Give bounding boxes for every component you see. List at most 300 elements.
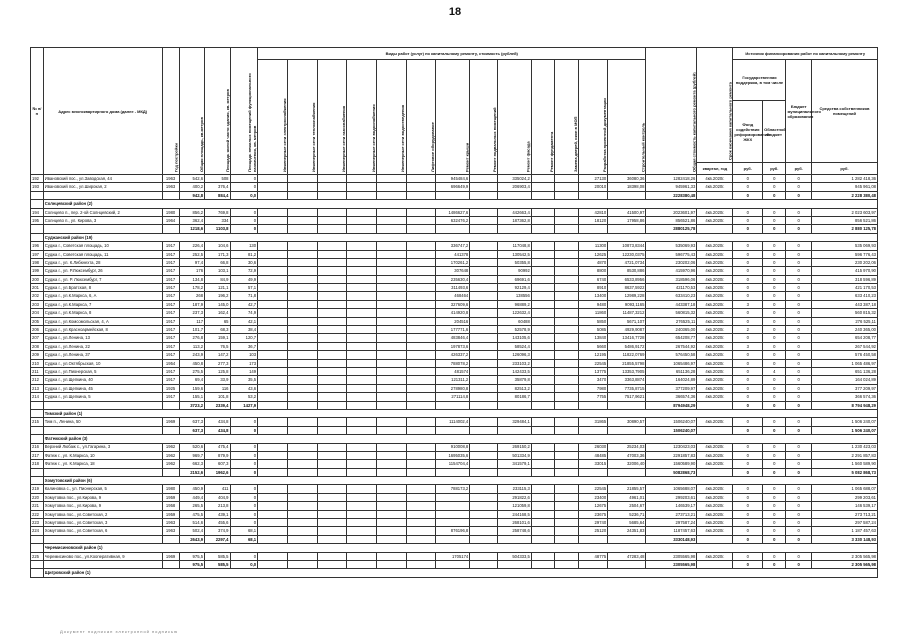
cell-owners: 1 282 418,36 [811,175,877,183]
cell-nonres-area: 0 [230,552,258,560]
cell-regional: 0 [763,519,786,527]
col-work-10: Замена дверей, окон в МОП [555,60,578,175]
cell-work [376,208,406,216]
cell-owners: 273 713,21 [811,510,877,518]
cell-work: 130542,5 [497,250,531,258]
cell-work [406,460,436,468]
unit-rub-municipal: руб. [786,163,811,175]
cell-work [531,284,554,292]
col-municipal: Бюджет муниципального образования [786,60,811,163]
cell-work [376,460,406,468]
cell-work [347,267,377,275]
cell-address: Суджа г., ул. Р.Люксембург, 26 [43,267,162,275]
cell-living-area: 439,1 [205,510,230,518]
cell-municipal: 0 [786,275,811,283]
cell-work [578,535,608,543]
cell-living-area: 65 [205,317,230,325]
cell-work [531,317,554,325]
cell-year: 1917 [162,317,179,325]
cell-deadline: 4кв.2020г. [697,443,733,451]
cell-deadline: 4кв.2020г. [697,552,733,560]
cell-work [531,267,554,275]
col-owners: Средства собственников помещений [811,60,877,163]
cell-work: 25234,03 [608,443,646,451]
cell-work [347,225,377,233]
cell-total-cost: 146539,17 [646,502,697,510]
cell-work: 12230,0375 [608,250,646,258]
cell-municipal: 0 [786,208,811,216]
cell-fund: 0 [733,460,763,468]
cell-address: Калиновка с., ул. Пионерская, 5 [43,485,162,493]
cell-total-area: 520,6 [179,443,204,451]
cell-year [162,225,179,233]
cell-work [317,519,347,527]
cell-work [470,535,498,543]
cell-total-area: 1218,6 [179,225,204,233]
cell-living-area: 508 [205,175,230,183]
cell-work: 6533,8956 [608,275,646,283]
cell-work [531,384,554,392]
cell-living-area: 607,3 [205,460,230,468]
cell-work [470,552,498,560]
cell-year: 1917 [162,309,179,317]
cell-total-cost: 2023601,97 [646,208,697,216]
section-label: Хомутовский район (6) [43,477,877,485]
cell-work [376,384,406,392]
cell-living-area: 434,8 [205,418,230,426]
cell-address: Суджа г., ул.К.Маркса, 6, А [43,292,162,300]
cell-living-area: 455,6 [205,519,230,527]
cell-nonres-area: 0,0 [230,191,258,199]
cell-work [555,267,578,275]
cell-address: Черемисиново пос., ул.Кооперативная, 9 [43,552,162,560]
cell-work [317,384,347,392]
cell-owners: 421 170,53 [811,284,877,292]
cell-work [376,401,406,409]
cell-total-area: 475,5 [179,510,204,518]
cell-owners: 2 305 565,98 [811,560,877,568]
cell-work [287,258,317,266]
cell-work [497,535,531,543]
cell-work [317,401,347,409]
cell-living-area: 196,2 [205,292,230,300]
cell-work [376,502,406,510]
cell-municipal: 0 [786,401,811,409]
cell-total-area: 69,4 [179,376,204,384]
section-spacer [31,569,44,577]
cell-living-area: 475,4 [205,443,230,451]
cell-work: 269150,2 [497,443,531,451]
table-row [31,208,878,216]
cell-work: 1154704,4 [436,460,470,468]
cell-work [531,376,554,384]
cell-regional: 0 [763,510,786,518]
cell-nonres-area: 0 [230,460,258,468]
cell-work [497,426,531,434]
cell-work: 11860 [578,309,608,317]
cell-address: Фатеж г., ул. К.Маркса, 18 [43,460,162,468]
cell-total-cost: 1506240,07 [646,426,697,434]
cell-work [470,175,498,183]
cell-work: 481574 [436,367,470,375]
cell-work [531,519,554,527]
cell-work [317,510,347,518]
cell-living-area: 125,8 [205,367,230,375]
cell-owners: 3 330 148,93 [811,535,877,543]
cell-work [406,250,436,258]
cell-work [608,468,646,476]
cell-work [531,191,554,199]
col-work-6: Ремонт крыши [436,60,470,175]
cell-deadline: 4кв.2020г. [697,275,733,283]
table-row [31,443,878,451]
cell-fund: 0 [733,519,763,527]
cell-work [470,426,498,434]
cell-work: 138556 [497,292,531,300]
cell-work [287,460,317,468]
cell-total-cost: 596775,43 [646,250,697,258]
cell-work [258,393,288,401]
cell-nonres-area: 68,1 [230,527,258,535]
cell-work [317,460,347,468]
cell-work: 504333,5 [497,552,531,560]
cell-work: 2504,67 [608,502,646,510]
cell-work [406,334,436,342]
cell-work: 22545 [578,485,608,493]
cell-fund: 0 [733,443,763,451]
cell-work: 69691,6 [497,275,531,283]
cell-work [376,300,406,308]
cell-work [531,183,554,191]
cell-work [470,367,498,375]
cell-year [162,468,179,476]
works-group-header: Виды работ (услуг) по капитальному ремонту, стоимость (рублей) [258,48,646,60]
cell-deadline: 4кв.2020г. [697,309,733,317]
subtotal-row [31,560,878,568]
cell-work: 4870 [578,258,608,266]
cell-work [555,317,578,325]
cell-year: 1969 [162,418,179,426]
table-row [31,216,878,224]
cell-deadline [697,535,733,543]
cell-work: 11487,3212 [608,309,646,317]
subtotal-row [31,426,878,434]
cell-work: 197873,6 [436,342,470,350]
cell-total-cost: 276525,11 [646,317,697,325]
cell-work [406,275,436,283]
cell-fund: 0 [733,292,763,300]
cell-work [436,401,470,409]
cell-total-area: 101,7 [179,326,204,334]
cell-deadline: 4кв.2020г. [697,460,733,468]
cell-work: 12625 [578,250,608,258]
cell-work: 501334,9 [497,451,531,459]
cell-work [406,225,436,233]
cell-nonres-area: 0 [230,502,258,510]
cell-work: 235630,4 [436,275,470,283]
cell-year: 1917 [162,284,179,292]
cell-work: 122632,4 [497,309,531,317]
table-row [31,317,878,325]
cell-work [287,342,317,350]
cell-no [31,191,44,199]
cell-work [555,250,578,258]
cell-regional: 0 [763,384,786,392]
cell-work [317,552,347,560]
cell-work [258,317,288,325]
cell-fund: 0 [733,384,763,392]
cell-work [317,468,347,476]
cell-total-area: 268 [179,292,204,300]
table-row [31,258,878,266]
cell-living-area: 411 [205,485,230,493]
cell-work: 13840 [578,334,608,342]
cell-work [555,284,578,292]
cell-owners: 415 970,90 [811,267,877,275]
cell-nonres-area: 38,4 [230,326,258,334]
cell-owners: 1 187 457,63 [811,527,877,535]
cell-no: 200 [31,275,44,283]
cell-deadline: 4кв.2020г. [697,183,733,191]
cell-total-area: 514,6 [179,519,204,527]
state-support-header: Государственная поддержка, в том числе [733,60,786,101]
cell-work [608,225,646,233]
cell-work [376,191,406,199]
cell-work [406,535,436,543]
cell-work [436,426,470,434]
subtotal-row [31,225,878,233]
cell-work: 414920,8 [436,309,470,317]
cell-work [555,426,578,434]
cell-total-area: 226,4 [179,242,204,250]
cell-work [287,175,317,183]
cell-year: 1917 [162,267,179,275]
cell-work [317,309,347,317]
cell-work [555,527,578,535]
cell-regional: 0 [763,393,786,401]
cell-work: 48775 [578,552,608,560]
cell-deadline [697,560,733,568]
cell-municipal: 0 [786,317,811,325]
cell-work [436,191,470,199]
cell-no: 219 [31,485,44,493]
cell-regional: 0 [763,535,786,543]
cell-work [287,401,317,409]
cell-work [555,326,578,334]
section-spacer [31,544,44,552]
cell-work: 910008,8 [436,443,470,451]
cell-work [555,393,578,401]
cell-work [258,451,288,459]
cell-work [317,426,347,434]
cell-municipal: 0 [786,443,811,451]
cell-no: 224 [31,527,44,535]
cell-work [287,560,317,568]
cell-work: 788078,2 [436,359,470,367]
cell-work [470,510,498,518]
cell-regional: 0 [763,208,786,216]
cell-work [347,351,377,359]
cell-total-area: 450,9 [179,485,204,493]
cell-fund: 0 [733,191,763,199]
cell-regional: 0 [763,527,786,535]
financing-header: Источник финансирования работ по капитальному ремонту [733,48,878,60]
cell-regional: 4 [763,367,786,375]
cell-year: 1963 [162,519,179,527]
cell-work [470,401,498,409]
cell-nonres-area: 0 [230,216,258,224]
cell-regional: 0 [763,175,786,183]
cell-work [317,267,347,275]
cell-deadline: 4кв.2020г. [697,334,733,342]
cell-work [376,443,406,451]
cell-work: 271114,8 [436,393,470,401]
cell-year: 1925 [162,384,179,392]
cell-total-area: 2152,6 [179,468,204,476]
cell-year: 1962 [162,443,179,451]
cell-work [347,292,377,300]
cell-work [287,359,317,367]
cell-work [287,468,317,476]
cell-work [531,510,554,518]
cell-work [317,342,347,350]
cell-living-area: 101,8 [205,393,230,401]
cell-work [376,426,406,434]
cell-regional: 0 [763,191,786,199]
cell-work [555,535,578,543]
cell-work [470,485,498,493]
cell-work: 5660 [578,342,608,350]
cell-regional: 0 [763,216,786,224]
cell-deadline: 4кв.2020г. [697,208,733,216]
cell-work [287,317,317,325]
cell-work [555,183,578,191]
cell-work [531,502,554,510]
cell-work [347,426,377,434]
cell-work [470,317,498,325]
cell-municipal: 0 [786,191,811,199]
cell-regional: 0 [763,242,786,250]
cell-fund: 0 [733,225,763,233]
cell-work [406,292,436,300]
cell-work [555,510,578,518]
cell-deadline: 4кв.2020г. [697,326,733,334]
cell-work [497,401,531,409]
cell-work [347,552,377,560]
cell-total-cost: 1065486,97 [646,359,697,367]
table-row [31,552,878,560]
cell-year: 1980 [162,208,179,216]
cell-total-area: 502,4 [179,527,204,535]
cell-total-area: 362,4 [179,216,204,224]
cell-work [406,552,436,560]
cell-living-area: 585,5 [205,552,230,560]
cell-address: Хомутовка пос., ул.Советская, 3 [43,519,162,527]
cell-work [317,175,347,183]
cell-work [258,175,288,183]
cell-deadline: 4кв.2020г. [697,527,733,535]
cell-regional: 0 [763,460,786,468]
cell-work: 8800 [578,267,608,275]
cell-nonres-area: 74,9 [230,309,258,317]
cell-work [470,258,498,266]
cell-work [376,552,406,560]
cell-address: Хомутовка пос., ул.Кирова, 9 [43,502,162,510]
cell-living-area: 84,9 [205,275,230,283]
cell-living-area: 76,5 [205,342,230,350]
cell-no [31,426,44,434]
cell-living-area: 33,9 [205,376,230,384]
cell-no: 220 [31,493,44,501]
cell-owners: 318 596,89 [811,275,877,283]
cell-work [531,258,554,266]
cell-no: 216 [31,443,44,451]
cell-work: 23675 [578,510,608,518]
cell-year [162,401,179,409]
cell-work: 20010 [578,183,608,191]
cell-work [287,535,317,543]
cell-fund: 0 [733,527,763,535]
cell-deadline: 4кв.2020г. [697,510,733,518]
cell-work: 468464 [436,292,470,300]
cell-work [317,451,347,459]
cell-work [347,359,377,367]
cell-work: 41500,97 [608,208,646,216]
cell-work: 5671,107 [608,317,646,325]
subtotal-row [31,535,878,543]
cell-work [287,216,317,224]
cell-work [317,191,347,199]
cell-work [555,502,578,510]
table-row [31,267,878,275]
cell-municipal: 0 [786,426,811,434]
cell-deadline: 4кв.2020г. [697,359,733,367]
cell-work: 311493,6 [436,284,470,292]
cell-work [258,367,288,375]
cell-address: Фатеж г., ул. К.Маркса, 10 [43,451,162,459]
cell-owners: 576 450,58 [811,351,877,359]
cell-work: 307648 [436,267,470,275]
cell-work [406,376,436,384]
cell-nonres-area: 53,2 [230,393,258,401]
cell-work [376,527,406,535]
cell-work [406,401,436,409]
cell-fund: 0 [733,351,763,359]
cell-work [317,359,347,367]
cell-municipal: 0 [786,468,811,476]
cell-work: 12195 [578,351,608,359]
cell-work [287,275,317,283]
cell-municipal: 0 [786,284,811,292]
cell-work [555,443,578,451]
cell-regional: 0 [763,284,786,292]
cell-work [287,493,317,501]
cell-owners: 276 525,11 [811,317,877,325]
cell-year: 1963 [162,183,179,191]
cell-work [555,351,578,359]
cell-work: 6740 [578,275,608,283]
cell-nonres-area: 35,5 [230,376,258,384]
col-living-area: Площадь жилой части здания, кв. метров [205,48,230,175]
cell-work [347,460,377,468]
cell-work [347,242,377,250]
cell-deadline [697,191,733,199]
section-spacer [31,200,44,208]
cell-work [317,418,347,426]
cell-nonres-area: 0 [230,451,258,459]
cell-owners: 267 544,92 [811,342,877,350]
cell-work [258,493,288,501]
